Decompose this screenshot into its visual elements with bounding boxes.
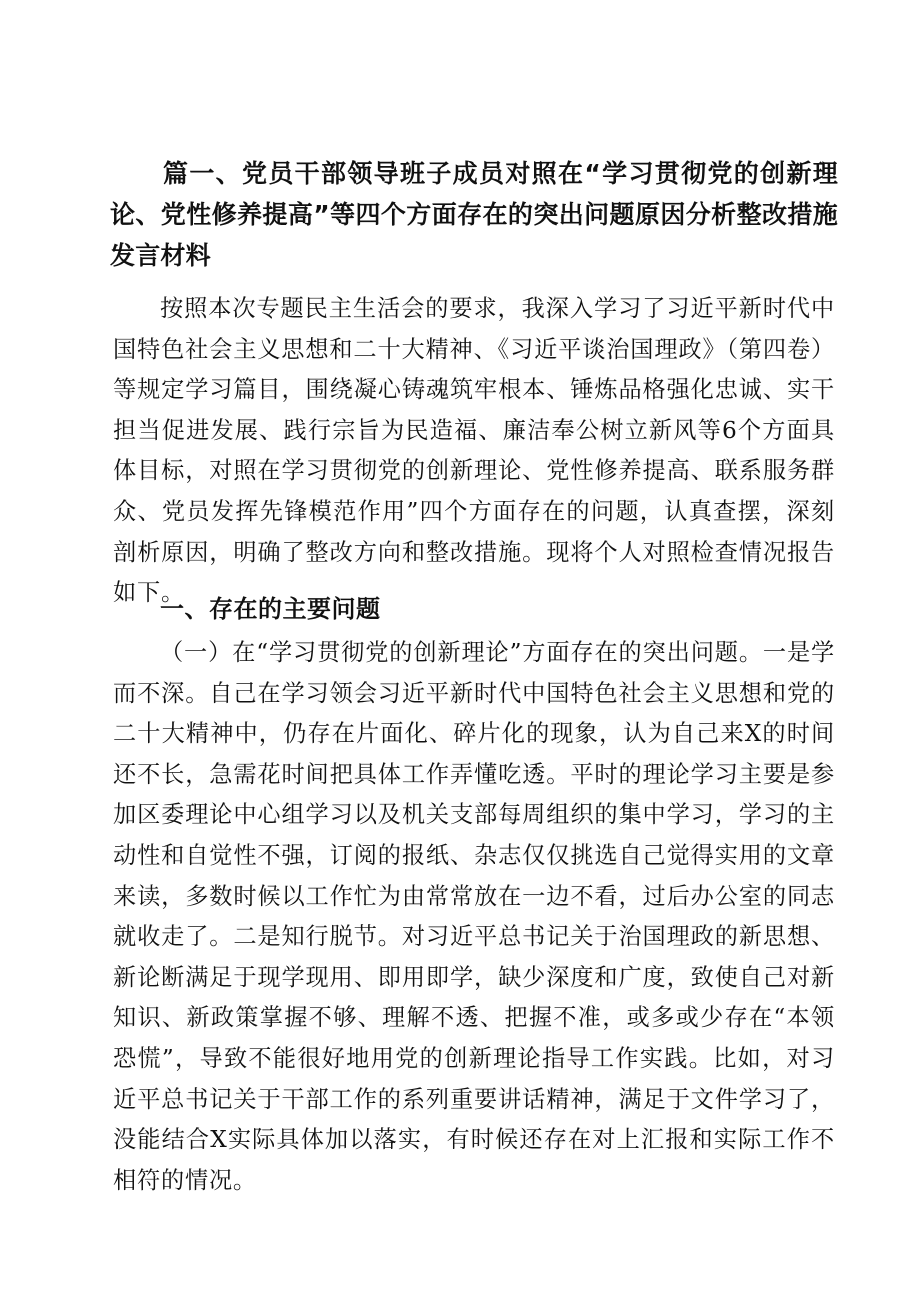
document-title: 篇一、党员干部领导班子成员对照在“学习贯彻党的创新理论、党性修养提高”等四个方面存在的突出问题原因分析整改措施发言材料 (110, 159, 838, 270)
intro-paragraph: 按照本次专题民主生活会的要求，我深入学习了习近平新时代中国特色社会主义思想和二十大精神、《习近平谈治国理政》（第四卷）等规定学习篇目，围绕凝心铸魂筑牢根本、锤炼品格强化忠诚、实干担当促进发展、践行宗旨为民造福、廉洁奉公树立新风等6个方面具体目标，对照在学习贯彻党的创新理论、党性修养提高、联系服务群众、党员发挥先锋模范作用”四个方面存在的问题，认真查摆，深刻剖析原因，明确了整改方向和整改措施。现将个人对照检查情况报告如下。 (113, 295, 835, 607)
problem-paragraph: （一）在“学习贯彻党的创新理论”方面存在的突出问题。一是学而不深。自己在学习领会习近平新时代中国特色社会主义思想和党的二十大精神中，仍存在片面化、碎片化的现象，认为自己来X的时间还不长，急需花时间把具体工作弄懂吃透。平时的理论学习主要是参加区委理论中心组学习以及机关支部每周组织的集中学习，学习的主动性和自觉性不强，订阅的报纸、杂志仅仅挑选自己觉得实用的文章来读，多数时候以工作忙为由常常放在一边不看，过后办公室的同志就收走了。二是知行脱节。对习近平总书记关于治国理政的新思想、新论断满足于现学现用、即用即学，缺少深度和广度，致使自己对新知识、新政策掌握不够、理解不透、把握不准，或多或少存在“本领恐慌”，导致不能很好地用党的创新理论指导工作实践。比如，对习近平总书记关于干部工作的系列重要讲话精神，满足于文件学习了，没能结合X实际具体加以落实，有时候还存在对上汇报和实际工作不相符的情况。 (113, 639, 835, 1194)
section-heading: 一、存在的主要问题 (160, 595, 381, 623)
